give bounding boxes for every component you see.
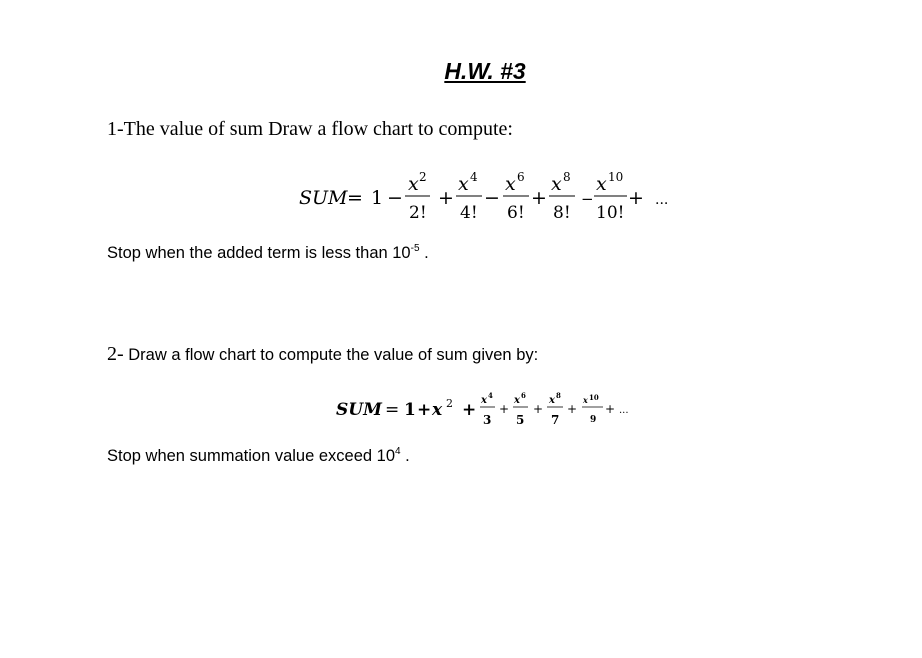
q1-stop-exponent: -5 <box>410 243 420 254</box>
eq2-x: x <box>432 400 443 420</box>
eq1-t1-den: 2! <box>409 203 427 223</box>
eq2-f3-den: 7 <box>551 413 560 427</box>
eq1-t1-exp: 2 <box>419 170 427 184</box>
eq1-lhs: SUM <box>299 187 348 209</box>
eq1-t1-num: x <box>408 173 419 195</box>
eq1-equals: = <box>347 187 363 209</box>
eq2-plus-3: + <box>499 402 510 416</box>
eq1-t4-exp: 8 <box>563 170 571 184</box>
eq1-plus-3: + <box>628 187 644 209</box>
eq2-plus-5: + <box>567 402 578 416</box>
q2-stop-text: Stop when summation value exceed 10 <box>107 447 396 465</box>
question-1-stop-condition <box>107 244 429 263</box>
eq1-t4-den: 8! <box>553 203 571 223</box>
eq1-t2-num: x <box>458 173 469 195</box>
eq1-ellipsis: ... <box>655 192 669 208</box>
eq1-t3-num: x <box>505 173 516 195</box>
eq1-plus-2: + <box>531 187 547 209</box>
question-2-text <box>107 343 538 366</box>
eq2-plus-4: + <box>533 402 544 416</box>
eq2-f2-x: x <box>514 395 520 406</box>
q2-stop-exponent: 4 <box>395 446 401 457</box>
eq2-plus-2: + <box>462 400 477 420</box>
question-1-text: 1-The value of sum Draw a flow chart to compute: <box>107 118 513 140</box>
eq1-t2-exp: 4 <box>470 170 478 184</box>
question-2-number: 2- <box>107 343 124 365</box>
q1-stop-text: Stop when the added term is less than 10 <box>107 244 411 262</box>
eq1-minus: − <box>387 187 403 209</box>
question-2-stop-condition <box>107 447 410 466</box>
eq2-f2-exp: 6 <box>521 391 526 400</box>
eq2-ellipsis: ... <box>619 405 629 416</box>
eq1-t3-exp: 6 <box>517 170 525 184</box>
eq2-f3-exp: 8 <box>556 391 561 400</box>
eq1-t2-den: 4! <box>460 203 478 223</box>
eq2-plus-6: + <box>605 402 616 416</box>
eq1-t3-den: 6! <box>507 203 525 223</box>
eq2-equals: = <box>385 400 400 420</box>
eq2-f2-den: 5 <box>516 413 525 427</box>
eq2-f4-exp: 10 <box>589 393 599 402</box>
q2-stop-end: . <box>400 447 410 465</box>
page-title: H.W. #3 <box>444 58 526 84</box>
eq2-one: 1 <box>404 400 416 420</box>
eq1-plus-1: + <box>438 187 454 209</box>
eq2-f1-den: 3 <box>483 413 492 427</box>
eq2-f4-x: x <box>583 395 588 405</box>
eq2-f4-den: 9 <box>590 415 597 425</box>
eq2-f3-x: x <box>549 395 555 406</box>
eq2-lhs: SUM <box>336 400 382 420</box>
eq2-x-exp: 2 <box>446 397 453 410</box>
eq2-f1-x: x <box>481 395 487 406</box>
eq1-t5-num: x <box>596 173 607 195</box>
q1-stop-end: . <box>419 244 429 262</box>
eq2-plus-1: + <box>417 400 432 420</box>
eq1-minus-3: − <box>581 190 594 208</box>
eq2-f1-exp: 4 <box>488 391 493 400</box>
eq1-one: 1 <box>371 187 384 209</box>
question-2-body: Draw a flow chart to compute the value of sum given by: <box>123 346 539 364</box>
eq1-t5-exp: 10 <box>608 170 624 184</box>
eq1-t5-den: 10! <box>596 203 625 223</box>
eq1-minus-2: − <box>484 187 500 209</box>
eq1-t4-num: x <box>551 173 562 195</box>
